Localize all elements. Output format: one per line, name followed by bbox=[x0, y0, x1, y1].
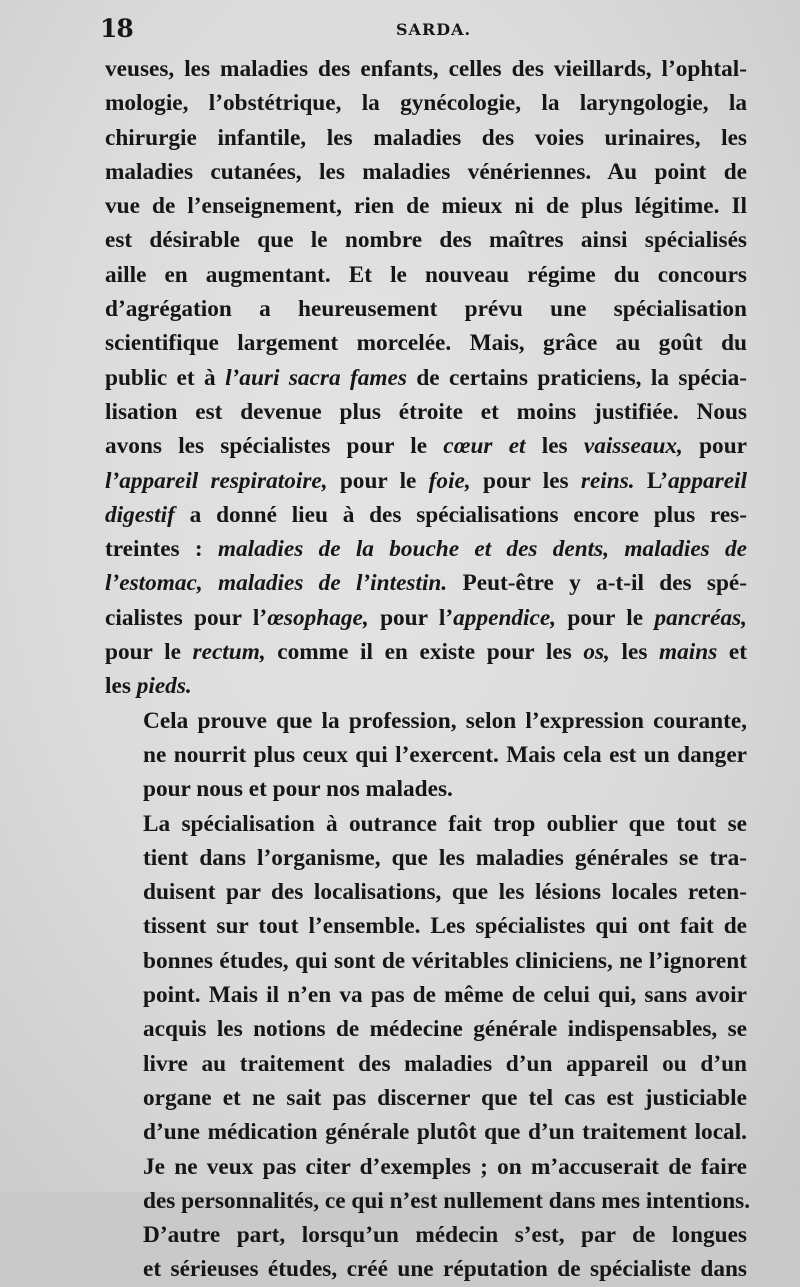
text-run: Peut-être y a-t-il des spé- bbox=[447, 570, 747, 597]
running-head bbox=[100, 14, 740, 54]
text-run: treintes : bbox=[105, 536, 218, 563]
text-line bbox=[105, 498, 747, 532]
italic-run: pancréas, bbox=[654, 604, 747, 631]
text-run: les bbox=[525, 433, 584, 460]
text-line: et sérieuses études, créé une réputation de spécialiste dans bbox=[143, 1256, 747, 1283]
text-line: d’agrégation a heureusement prévu une spécialisation bbox=[105, 296, 747, 323]
italic-run: rectum, bbox=[192, 639, 266, 666]
italic-run: maladies de bbox=[624, 536, 747, 563]
text-line: mologie, l’obstétrique, la gynécologie, la laryngologie, la bbox=[105, 90, 747, 117]
text-run: comme il en existe pour les bbox=[265, 639, 584, 666]
text-line: D’autre part, lorsqu’un médecin s’est, par de longues bbox=[143, 1222, 747, 1249]
text-line: livre au traitement des maladies d’un appareil ou d’un bbox=[143, 1050, 747, 1077]
body-text bbox=[105, 52, 751, 1287]
text-line: ne nourrit plus ceux qui l’exercent. Mais cela est un danger bbox=[143, 741, 747, 768]
text-line: tissent sur tout l’ensemble. Les spécialistes qui ont fait de bbox=[143, 913, 747, 940]
text-line: d’une médication générale plutôt que d’un traitement local. bbox=[143, 1119, 747, 1146]
paragraph-1 bbox=[105, 52, 747, 704]
italic-run: appendice, bbox=[453, 604, 557, 631]
italic-run: os, bbox=[583, 639, 610, 666]
text-run: pour le bbox=[556, 604, 655, 631]
text-run: public et à bbox=[105, 364, 226, 391]
text-run: et bbox=[717, 639, 747, 666]
italic-run: mains bbox=[659, 639, 718, 666]
text-line: Je ne veux pas citer d’exemples ; on m’accuserait de faire bbox=[143, 1153, 747, 1180]
paragraph-3 bbox=[105, 807, 751, 1219]
text-line bbox=[105, 429, 747, 463]
text-run: pour les bbox=[470, 467, 581, 494]
text-line bbox=[105, 601, 747, 635]
running-title: SARDA. bbox=[396, 20, 472, 39]
text-line bbox=[105, 669, 747, 703]
italic-run: appareil bbox=[668, 467, 747, 494]
italic-run: maladies de l’intestin. bbox=[217, 570, 448, 597]
paragraph-2 bbox=[105, 704, 747, 807]
italic-run: reins. bbox=[580, 467, 635, 494]
text-line: chirurgie infantile, les maladies des voies urinaires, les bbox=[105, 124, 747, 151]
text-line bbox=[105, 635, 747, 669]
text-line bbox=[105, 532, 747, 566]
italic-run: foie, bbox=[428, 467, 471, 494]
text-line: aille en augmentant. Et le nouveau régime du concours bbox=[105, 261, 747, 288]
italic-run: l’auri sacra fames bbox=[225, 364, 407, 391]
italic-run: pieds. bbox=[136, 673, 192, 700]
text-run: pour bbox=[682, 433, 748, 460]
text-line: est désirable que le nombre des maîtres ainsi spécialisés bbox=[105, 227, 747, 254]
text-run bbox=[609, 536, 624, 562]
text-line bbox=[105, 464, 747, 498]
text-run: pour le bbox=[105, 639, 193, 666]
text-line bbox=[105, 361, 747, 395]
text-line: acquis les notions de médecine générale indispensables, se bbox=[143, 1016, 747, 1043]
text-run: a donné lieu à des spécialisations encore plus res- bbox=[174, 501, 747, 528]
italic-run: l’estomac, bbox=[105, 570, 203, 597]
text-line: tient dans l’organisme, que les maladies générales se tra- bbox=[143, 844, 747, 871]
text-line: bonnes études, qui sont de véritables cliniciens, ne l’ignorent bbox=[143, 947, 747, 974]
text-line: point. Mais il n’en va pas de même de celui qui, sans avoir bbox=[143, 982, 747, 1009]
text-line: veuses, les maladies des enfants, celles des vieillards, l’ophtal- bbox=[105, 56, 747, 82]
text-run: L’ bbox=[634, 467, 669, 494]
text-line: duisent par des localisations, que les lésions locales reten- bbox=[143, 879, 747, 906]
italic-run: digestif bbox=[105, 501, 175, 528]
text-run bbox=[203, 570, 218, 596]
text-run: pour l’ bbox=[368, 604, 454, 631]
text-run: pour le bbox=[327, 467, 429, 494]
text-run: de certains praticiens, la spécia- bbox=[406, 364, 747, 391]
italic-run: cœur et bbox=[443, 433, 526, 460]
paragraph-4 bbox=[105, 1218, 747, 1287]
text-run: avons les spécialistes pour le bbox=[105, 433, 444, 460]
text-line: Cela prouve que la profession, selon l’expression courante, bbox=[143, 707, 747, 734]
text-line: La spécialisation à outrance fait trop oublier que tout se bbox=[143, 810, 747, 837]
italic-run: œsophage, bbox=[267, 604, 369, 631]
text-run: les bbox=[609, 639, 660, 666]
text-line: pour nous et pour nos malades. bbox=[143, 776, 453, 803]
text-line: scientifique largement morcelée. Mais, grâce au goût du bbox=[105, 330, 747, 357]
text-line: vue de l’enseignement, rien de mieux ni de plus légitime. Il bbox=[105, 193, 747, 220]
italic-run: maladies de la bouche et des dents, bbox=[217, 536, 610, 563]
text-run: les bbox=[105, 673, 137, 700]
page-number: 18 bbox=[100, 14, 133, 43]
text-line bbox=[105, 566, 747, 600]
italic-run: l’appareil respiratoire, bbox=[105, 467, 328, 494]
text-line: des personnalités, ce qui n’est nullement dans mes intentions. bbox=[143, 1187, 751, 1214]
text-line: lisation est devenue plus étroite et moins justifiée. Nous bbox=[105, 398, 747, 425]
text-line: organe et ne sait pas discerner que tel cas est justiciable bbox=[143, 1084, 747, 1111]
italic-run: vaisseaux, bbox=[583, 433, 683, 460]
text-run: cialistes pour l’ bbox=[105, 604, 268, 631]
text-line: maladies cutanées, les maladies vénériennes. Au point de bbox=[105, 158, 747, 185]
